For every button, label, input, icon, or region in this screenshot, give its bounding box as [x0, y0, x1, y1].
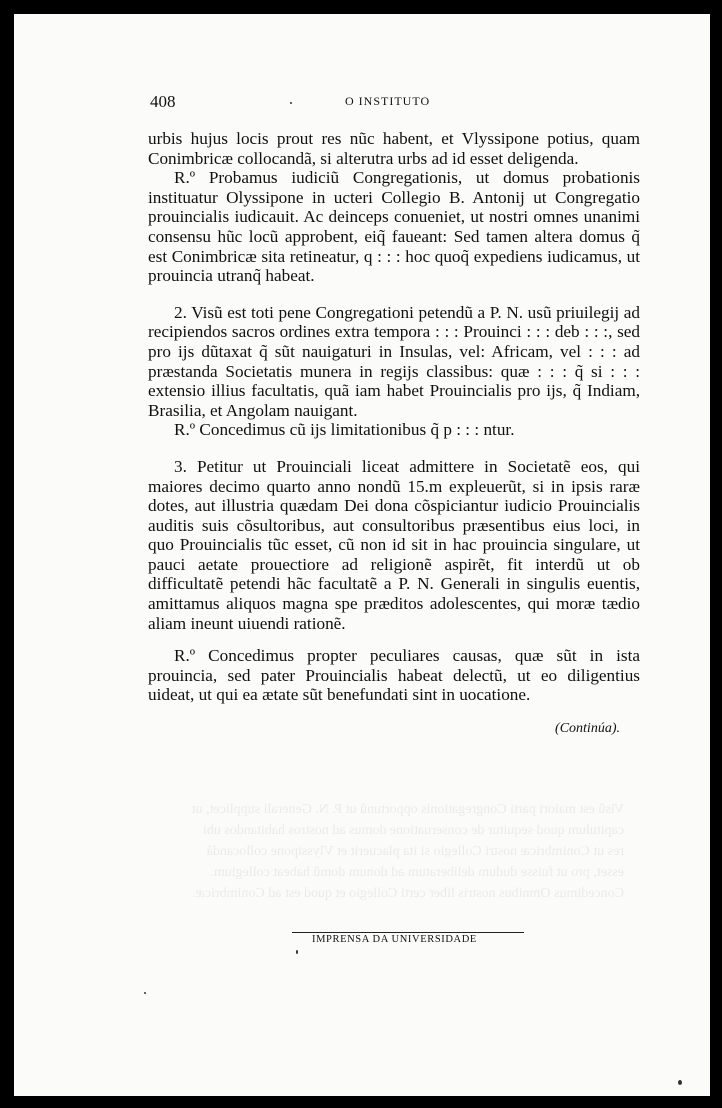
continuation-note: (Continúa). — [555, 721, 620, 737]
paragraph-reply-2: R.º Concedimus cũ ijs limitationibus q̃ p : : : ntur. — [174, 420, 515, 440]
page-number: 408 — [150, 92, 176, 111]
body-text — [148, 129, 640, 739]
page-header — [150, 92, 642, 116]
imprint-line: IMPRENSA DA UNIVERSIDADE — [312, 934, 477, 945]
paragraph-reply-1: R.º Probamus iudiciũ Congregationis, ut domus probationis instituatur Olyssipone in ucteri Collegio B. Antonij ut Congregatio prouincialis iudicauit. Ac deinceps conueniet, ut nostri omnes unanimi consensu hũc locũ approbent, eiq̃ faueant: Sed tamen altera domus q̃ est Conimbricæ sita retineatur, q : : : hoc quoq̃ expediens iudicamus, ut prouincia utranq̃ habeat. — [148, 168, 640, 286]
print-speck — [678, 1080, 682, 1085]
document-page — [14, 14, 710, 1096]
paragraph-item-3: 3. Petitur ut Prouinciali liceat admittere in Societatẽ eos, qui maiores decimo quarto anno nondũ 15.m expleuerũt, si in ipsis raræ dotes, aut illustria quædam Dei dona cõspiciantur iudicio Prouincialis auditis suis cõsultoribus, aut consultoribus præsentibus eius loci, in quo Prouincialis tũc esset, cũ non id sit in hac prouincia singulare, ut pauci aetate prouectiore ad religionẽ aspirẽt, fit interdũ ut ob difficultatẽ petendi hãc facultatẽ a P. N. Generali in singulis euentis, amittamus aliquos magna spe præditos adolescentes, qui moræ tædio aliam ineunt uiuendi rationẽ. — [148, 456, 640, 633]
running-head: O INSTITUTO — [345, 94, 431, 108]
show-through-text: Visũ est maiori parti Congregationis opportunũ ut P. N. Generali supplicet, ut capitulum quod sequitur de conseruatione domus ad nostros habitandos ubi res ut Conimbricæ nostri Collegio si ita placuerit et Vlyssipone collocandã esset, pro ut fuisse dudum deliberatum ad donum domũ habeat collegium. Concedimus Omnibus nostris liber certi Collegio et quod est ad Conimbricæ. — [191, 802, 624, 901]
footer-rule — [292, 932, 524, 933]
paragraph-item-2: 2. Visũ est toti pene Congregationi petendũ a P. N. usũ priuilegij ad recipiendos sacros ordines extra tempora : : : Prouinci : : : deb : : :, sed pro ijs dũtaxat q̃ sũt nauigaturi in Insulas, vel: Africam, vel : : : ad præstanda Societatis munera in regijs classibus: quæ : : : q̃ si : : : extensio illius facultatis, quã iam habet Prouincialis pro ijs, q̃ Indiam, Brasilia, et Angolam nauigant. — [148, 302, 640, 420]
paragraph-intro: urbis hujus locis prout res nũc habent, et Vlyssipone potius, quam Conimbricæ collocandã, si alterutra urbs ad id esset deligenda. — [148, 129, 640, 168]
print-speck — [144, 992, 146, 994]
paragraph-reply-3: R.º Concedimus propter peculiares causas, quæ sũt in ista prouincia, sed pater Prouincialis habeat delectũ, ut eo diligentius uideat, ut qui ea ætate sũt benefundati sint in uocatione. — [148, 646, 640, 705]
print-speck — [290, 102, 292, 104]
print-speck — [296, 950, 298, 954]
